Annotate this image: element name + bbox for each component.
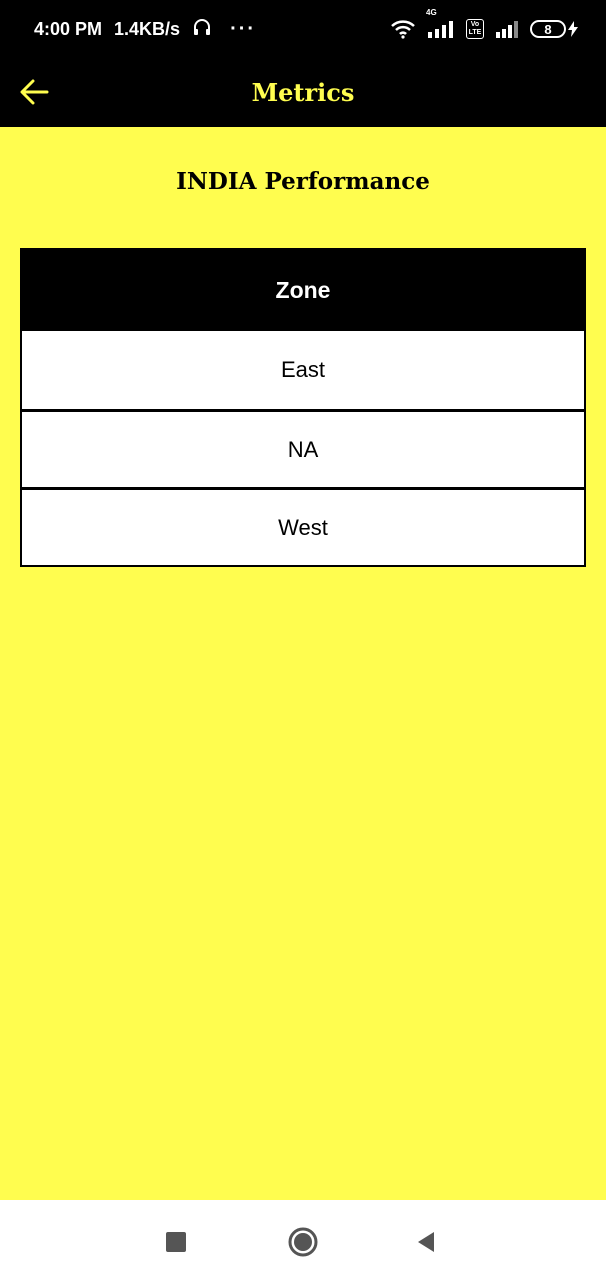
status-time: 4:00 PM <box>34 18 103 39</box>
table-row[interactable]: East <box>22 331 584 409</box>
triangle-left-icon <box>415 1231 437 1253</box>
signal-icon <box>494 20 520 38</box>
table-row[interactable]: NA <box>22 409 584 487</box>
zone-table <box>20 248 586 567</box>
more-notifications-icon: ··· <box>230 17 257 40</box>
page-title: Metrics <box>251 78 355 107</box>
page-heading: INDIA Performance <box>176 168 430 195</box>
signal-4g-icon <box>426 8 456 38</box>
network-type-label: 4G <box>426 8 437 17</box>
charging-icon <box>566 20 580 38</box>
square-icon <box>165 1231 187 1253</box>
table-body <box>22 331 584 565</box>
system-nav-bar <box>0 1200 606 1280</box>
status-left <box>34 17 256 42</box>
home-button[interactable] <box>283 1222 323 1262</box>
table-row[interactable]: West <box>22 487 584 565</box>
table-header-zone: Zone <box>22 250 584 331</box>
recent-apps-button[interactable] <box>156 1222 196 1262</box>
battery-level: 8 <box>530 20 566 38</box>
nav-back-button[interactable] <box>406 1222 446 1262</box>
app-bar <box>0 58 606 127</box>
wifi-icon <box>390 19 416 39</box>
battery-indicator <box>530 20 580 38</box>
status-bar <box>0 0 606 58</box>
circle-icon <box>287 1226 319 1258</box>
volte-badge: Vo LTE <box>466 19 484 39</box>
status-right <box>390 8 580 39</box>
headphones-icon <box>192 17 212 42</box>
status-speed: 1.4KB/s <box>114 18 181 39</box>
